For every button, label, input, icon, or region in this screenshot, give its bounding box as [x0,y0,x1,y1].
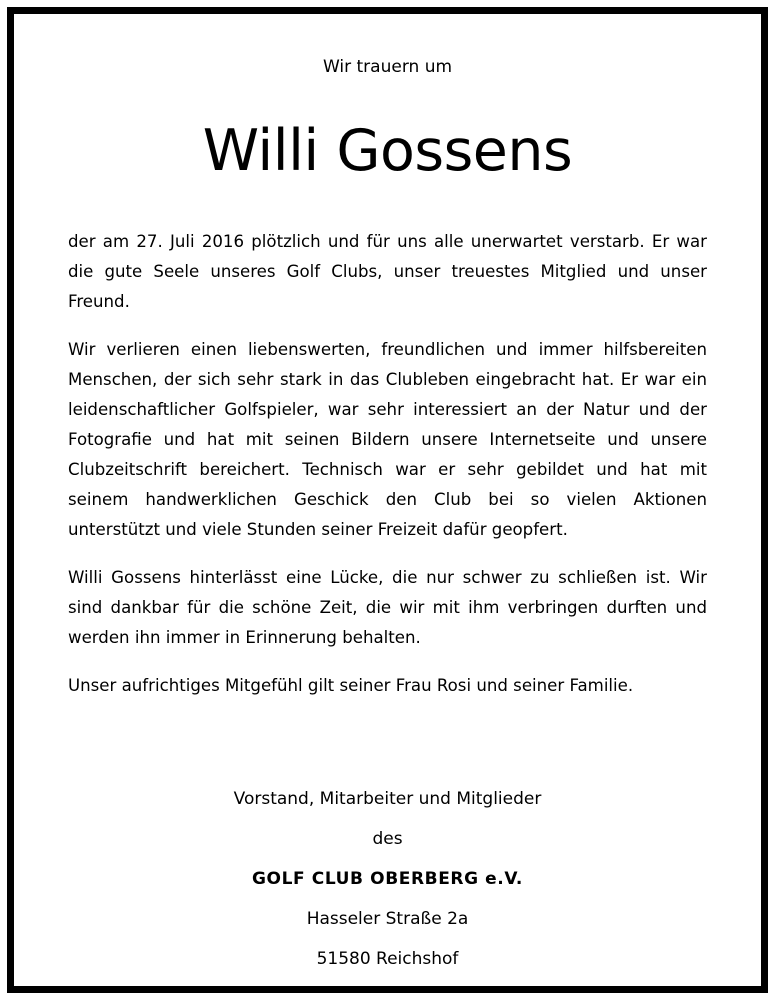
club-city: 51580 Reichshof [316,949,459,969]
paragraph-4: Unser aufrichtiges Mitgefühl gilt seiner Frau Rosi und seiner Familie. [68,676,634,695]
obituary-body [68,227,707,701]
club-street: Hasseler Straße 2a [306,909,469,929]
intro-line: Wir trauern um [322,57,453,77]
paragraph-1: der am 27. Juli 2016 plötzlich und für uns alle unerwartet verstarb. Er war die gute Seele unseres Golf Clubs, unser treuestes Mitglied und unser Freund. [68,232,707,311]
obituary-frame [7,7,768,993]
paragraph-2: Wir verlieren einen liebenswerten, freundlichen und immer hilfsbereiten Menschen, der sich sehr stark in das Clubleben eingebracht hat. Er war ein leidenschaftlicher Golfspieler, war sehr interessiert an der Natur und der Fotografie und hat mit seinen Bildern unsere Internetseite und unsere Clubzeitschrift bereichert. Technisch war er sehr gebildet und hat mit seinem handwerklichen Geschick den Club bei so vielen Aktionen unterstützt und viele Stunden seiner Freizeit dafür geopfert. [68,340,707,539]
paragraph-3: Willi Gossens hinterlässt eine Lücke, die nur schwer zu schließen ist. Wir sind dankbar für die schöne Zeit, die wir mit ihm verbringen durften und werden ihn immer in Erinnerung behalten. [68,568,707,647]
signature-block [68,787,707,987]
club-name: GOLF CLUB OBERBERG e.V. [251,869,523,889]
deceased-name: Willi Gossens [202,118,573,184]
signature-line-2: des [372,829,403,849]
signature-line-1: Vorstand, Mitarbeiter und Mitglieder [233,789,542,809]
obituary-content [68,14,707,986]
